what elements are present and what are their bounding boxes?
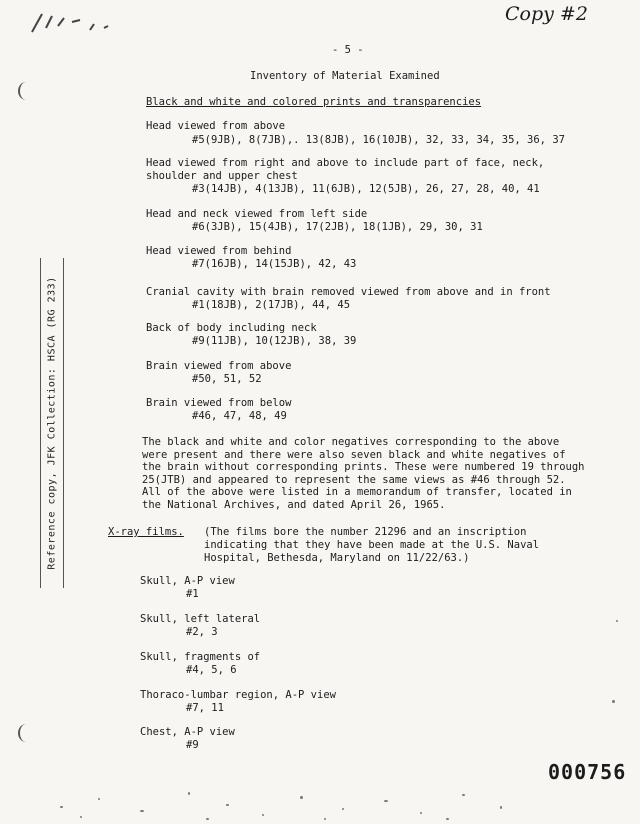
entry-label: Cranial cavity with brain removed viewed from above and in front [146,286,551,298]
entry-label: Brain viewed from below [146,397,292,409]
xray-item-numbers: #9 [186,739,199,751]
xray-item-numbers: #1 [186,588,199,600]
entry-label: Head viewed from right and above to include part of face, neck, [146,157,545,169]
xray-note: (The films bore the number 21296 and an inscription [204,526,527,538]
xray-item-label: Skull, A-P view [140,575,235,587]
page-title: Inventory of Material Examined [250,70,440,82]
reference-stamp [40,258,64,588]
entry-label: shoulder and upper chest [146,170,298,182]
xray-note: Hospital, Bethesda, Maryland on 11/22/63.) [204,552,470,564]
binder-hole-mark [18,724,34,742]
entry-numbers: #6(3JB), 15(4JB), 17(2JB), 18(1JB), 29, 30, 31 [192,221,483,233]
xray-item-numbers: #4, 5, 6 [186,664,237,676]
negatives-paragraph: The black and white and color negatives corresponding to the above were present and there were also seven black and white negatives of the brain without corresponding prints. These were numbered 19 through 25(JTB) and appeared to represent the same views as #46 through 52. All of the above were listed in a memorandum of transfer, located in the National Archives, and dated April 26, 1965. [142,436,585,511]
entry-numbers: #5(9JB), 8(7JB),. 13(8JB), 16(10JB), 32, 33, 34, 35, 36, 37 [192,134,565,146]
page-number: - 5 - [332,44,364,56]
entry-label: Back of body including neck [146,322,317,334]
document-number: 000756 [548,760,627,784]
xray-heading: X-ray films. [108,526,184,538]
entry-numbers: #9(11JB), 10(12JB), 38, 39 [192,335,357,347]
entry-label: Brain viewed from above [146,360,292,372]
binder-hole-mark [18,82,34,100]
entry-numbers: #1(18JB), 2(17JB), 44, 45 [192,299,351,311]
entry-label: Head and neck viewed from left side [146,208,368,220]
scribble-marks [28,8,118,38]
entry-numbers: #46, 47, 48, 49 [192,410,287,422]
copy-annotation: Copy #2 [505,3,588,25]
entry-numbers: #7(16JB), 14(15JB), 42, 43 [192,258,357,270]
xray-item-numbers: #7, 11 [186,702,224,714]
xray-item-label: Thoraco-lumbar region, A-P view [140,689,336,701]
entry-numbers: #50, 51, 52 [192,373,262,385]
xray-item-label: Skull, fragments of [140,651,261,663]
xray-item-label: Skull, left lateral [140,613,261,625]
reference-stamp-text: Reference copy, JFK Collection: HSCA (RG 233) [46,276,58,570]
xray-item-numbers: #2, 3 [186,626,218,638]
xray-item-label: Chest, A-P view [140,726,235,738]
entry-label: Head viewed from behind [146,245,292,257]
entry-label: Head viewed from above [146,120,286,132]
section-heading: Black and white and colored prints and transparencies [146,96,482,108]
entry-numbers: #3(14JB), 4(13JB), 11(6JB), 12(5JB), 26, 27, 28, 40, 41 [192,183,540,195]
xray-note: indicating that they have been made at the U.S. Naval [204,539,540,551]
